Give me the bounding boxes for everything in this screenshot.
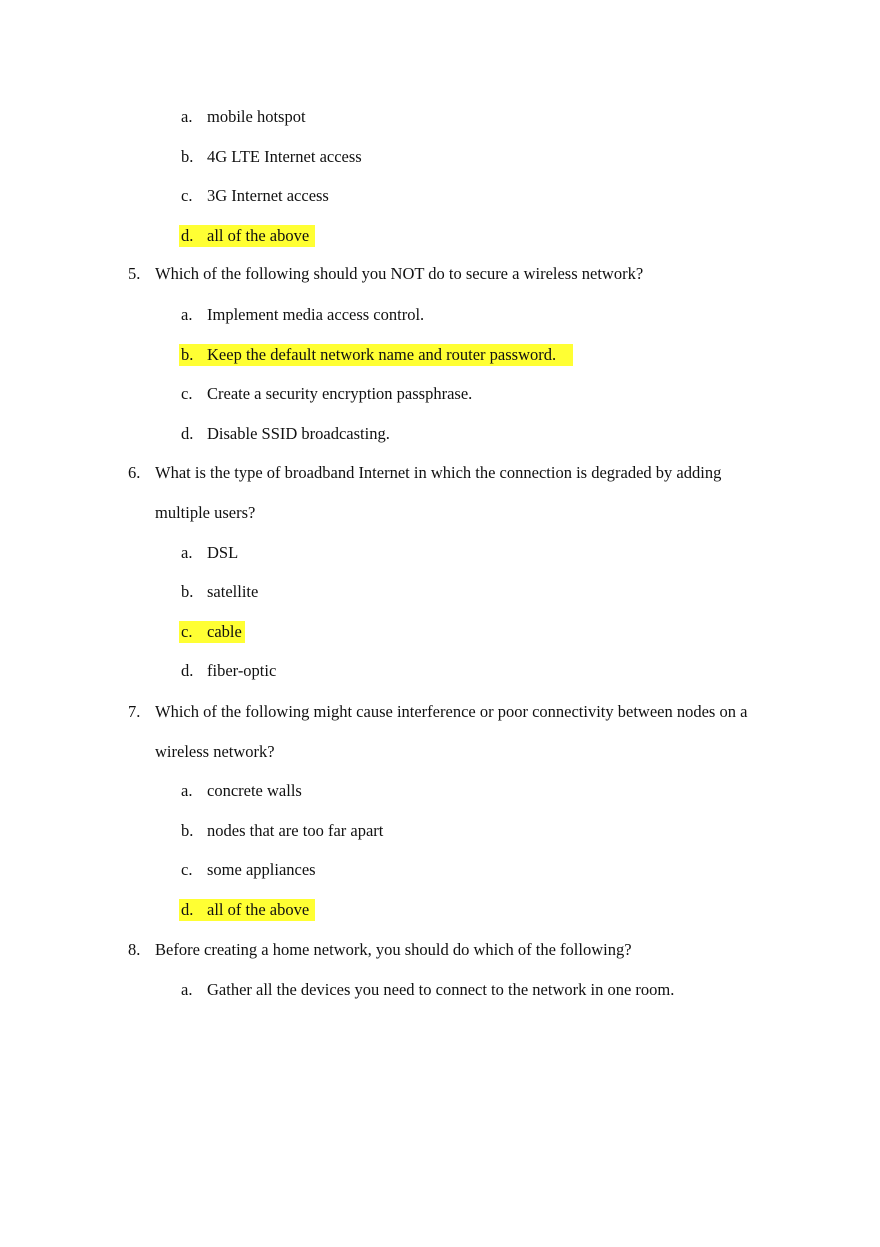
option-letter: a. xyxy=(181,781,193,800)
option-text: Disable SSID broadcasting. xyxy=(207,424,390,443)
question-text: multiple users? xyxy=(155,503,256,522)
question-number: 8. xyxy=(128,940,141,959)
option-letter: c. xyxy=(181,860,193,879)
option-text: DSL xyxy=(207,543,239,562)
question-number: 6. xyxy=(128,463,141,482)
option-letter: a. xyxy=(181,543,193,562)
question-number: 7. xyxy=(128,702,141,721)
option-letter: b. xyxy=(181,345,194,364)
option-text: 4G LTE Internet access xyxy=(207,147,362,166)
option-text: nodes that are too far apart xyxy=(207,821,384,840)
question-text: Before creating a home network, you should do which of the following? xyxy=(155,940,632,959)
question-number: 5. xyxy=(128,264,141,283)
option-letter: d. xyxy=(181,226,194,245)
option-text: Gather all the devices you need to connect to the network in one room. xyxy=(207,980,675,999)
option-text: fiber-optic xyxy=(207,661,277,680)
option-letter: a. xyxy=(181,305,193,324)
option-letter: a. xyxy=(181,980,193,999)
option-letter: b. xyxy=(181,821,194,840)
option-text: all of the above xyxy=(207,226,310,245)
option-letter: d. xyxy=(181,900,194,919)
option-letter: a. xyxy=(181,107,193,126)
option-letter: d. xyxy=(181,661,194,680)
question-text: wireless network? xyxy=(155,742,275,761)
option-text: some appliances xyxy=(207,860,316,879)
question-text: What is the type of broadband Internet in which the connection is degraded by adding xyxy=(155,463,722,482)
option-letter: b. xyxy=(181,147,194,166)
option-text: 3G Internet access xyxy=(207,186,329,205)
option-text: satellite xyxy=(207,582,259,601)
option-text: Keep the default network name and router password. xyxy=(207,345,557,364)
option-text: mobile hotspot xyxy=(207,107,306,126)
question-text: Which of the following might cause interference or poor connectivity between nodes on a xyxy=(155,702,748,721)
option-letter: d. xyxy=(181,424,194,443)
question-text: Which of the following should you NOT do to secure a wireless network? xyxy=(155,264,644,283)
option-text: cable xyxy=(207,622,242,641)
option-text: concrete walls xyxy=(207,781,302,800)
option-letter: c. xyxy=(181,186,193,205)
option-text: Implement media access control. xyxy=(207,305,425,324)
option-text: all of the above xyxy=(207,900,310,919)
option-letter: c. xyxy=(181,384,193,403)
option-letter: b. xyxy=(181,582,194,601)
option-letter: c. xyxy=(181,622,193,641)
option-text: Create a security encryption passphrase. xyxy=(207,384,473,403)
